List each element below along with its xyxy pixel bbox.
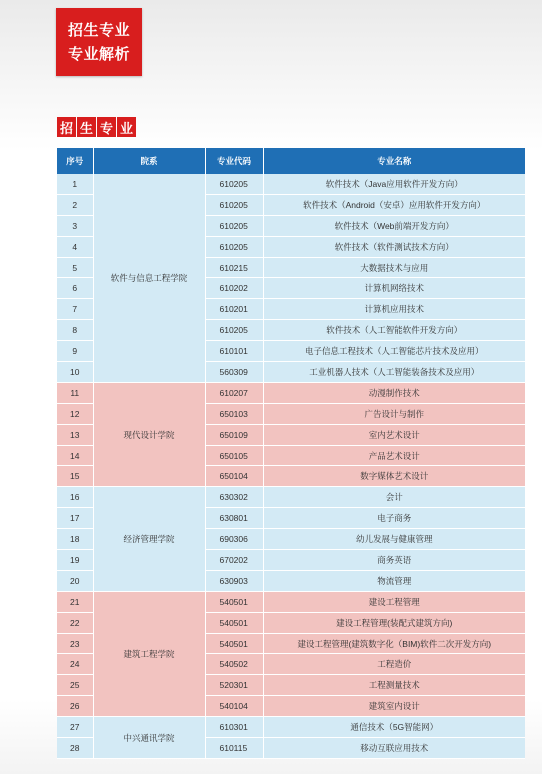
- cell-department: 软件与信息工程学院: [93, 174, 205, 382]
- cell-major-code: 610101: [205, 341, 263, 362]
- cell-major-code: 610201: [205, 299, 263, 320]
- cell-major-name: 电子信息工程技术（人工智能芯片技术及应用）: [263, 341, 525, 362]
- cell-major-name: 动漫制作技术: [263, 382, 525, 403]
- cell-number: 26: [57, 696, 93, 717]
- cell-number: 21: [57, 591, 93, 612]
- cell-major-code: 610205: [205, 194, 263, 215]
- header-title-line1: 招生专业: [67, 21, 130, 39]
- cell-number: 28: [57, 738, 93, 759]
- cell-number: 8: [57, 320, 93, 341]
- cell-number: 2: [57, 194, 93, 215]
- cell-major-name: 工业机器人技术（人工智能装备技术及应用）: [263, 362, 525, 383]
- section-title-char: 生: [77, 117, 96, 137]
- cell-number: 7: [57, 299, 93, 320]
- table-row: [57, 487, 525, 508]
- cell-major-code: 540104: [205, 696, 263, 717]
- table-header-row: [57, 148, 525, 174]
- cell-number: 12: [57, 403, 93, 424]
- cell-major-code: 540501: [205, 633, 263, 654]
- cell-major-name: 通信技术（5G智能网）: [263, 717, 525, 738]
- column-header-number: 序号: [57, 148, 93, 174]
- cell-department: 中兴通讯学院: [93, 717, 205, 759]
- cell-number: 23: [57, 633, 93, 654]
- cell-number: 24: [57, 654, 93, 675]
- cell-number: 16: [57, 487, 93, 508]
- cell-major-name: 软件技术（软件测试技术方向）: [263, 236, 525, 257]
- cell-major-code: 610205: [205, 320, 263, 341]
- majors-table-container: [57, 148, 525, 759]
- cell-major-code: 610215: [205, 257, 263, 278]
- cell-major-code: 610301: [205, 717, 263, 738]
- cell-number: 18: [57, 529, 93, 550]
- cell-major-name: 电子商务: [263, 508, 525, 529]
- cell-major-name: 工程造价: [263, 654, 525, 675]
- cell-major-name: 建设工程管理(装配式建筑方向): [263, 612, 525, 633]
- cell-number: 17: [57, 508, 93, 529]
- cell-number: 27: [57, 717, 93, 738]
- cell-major-code: 670202: [205, 550, 263, 571]
- cell-major-name: 软件技术（Android（安卓）应用软件开发方向）: [263, 194, 525, 215]
- cell-major-name: 建设工程管理(建筑数字化（BIM)软件二次开发方向): [263, 633, 525, 654]
- column-header-department: 院系: [93, 148, 205, 174]
- cell-major-code: 610115: [205, 738, 263, 759]
- cell-major-code: 650109: [205, 424, 263, 445]
- cell-major-code: 610207: [205, 382, 263, 403]
- column-header-code: 专业代码: [205, 148, 263, 174]
- cell-department: 现代设计学院: [93, 382, 205, 486]
- cell-number: 5: [57, 257, 93, 278]
- cell-major-name: 幼儿发展与健康管理: [263, 529, 525, 550]
- cell-number: 19: [57, 550, 93, 571]
- cell-major-name: 产品艺术设计: [263, 445, 525, 466]
- cell-number: 25: [57, 675, 93, 696]
- section-title-char: 招: [57, 117, 76, 137]
- cell-major-name: 软件技术（人工智能软件开发方向）: [263, 320, 525, 341]
- cell-number: 10: [57, 362, 93, 383]
- table-row: [57, 717, 525, 738]
- cell-major-code: 630801: [205, 508, 263, 529]
- cell-major-code: 560309: [205, 362, 263, 383]
- cell-number: 9: [57, 341, 93, 362]
- cell-major-name: 工程测量技术: [263, 675, 525, 696]
- majors-table: [57, 148, 525, 759]
- cell-major-name: 大数据技术与应用: [263, 257, 525, 278]
- page-header-block: [56, 8, 142, 76]
- cell-major-code: 610202: [205, 278, 263, 299]
- cell-major-name: 软件技术（Web前端开发方向）: [263, 215, 525, 236]
- cell-major-name: 商务英语: [263, 550, 525, 571]
- cell-major-code: 540501: [205, 591, 263, 612]
- cell-major-name: 物流管理: [263, 570, 525, 591]
- cell-number: 6: [57, 278, 93, 299]
- cell-department: 建筑工程学院: [93, 591, 205, 716]
- cell-major-name: 会计: [263, 487, 525, 508]
- cell-number: 14: [57, 445, 93, 466]
- cell-major-code: 540502: [205, 654, 263, 675]
- cell-number: 11: [57, 382, 93, 403]
- cell-major-code: 690306: [205, 529, 263, 550]
- cell-major-name: 建筑室内设计: [263, 696, 525, 717]
- cell-major-code: 610205: [205, 215, 263, 236]
- cell-major-code: 540501: [205, 612, 263, 633]
- cell-major-code: 520301: [205, 675, 263, 696]
- cell-major-code: 630302: [205, 487, 263, 508]
- cell-major-name: 移动互联应用技术: [263, 738, 525, 759]
- cell-major-code: 650104: [205, 466, 263, 487]
- cell-department: 经济管理学院: [93, 487, 205, 591]
- table-row: [57, 174, 525, 194]
- table-row: [57, 591, 525, 612]
- cell-major-code: 610205: [205, 236, 263, 257]
- section-title-char: 专: [97, 117, 116, 137]
- cell-number: 1: [57, 174, 93, 194]
- cell-number: 4: [57, 236, 93, 257]
- cell-major-name: 软件技术（Java应用软件开发方向）: [263, 174, 525, 194]
- column-header-major-name: 专业名称: [263, 148, 525, 174]
- cell-major-name: 数字媒体艺术设计: [263, 466, 525, 487]
- cell-number: 3: [57, 215, 93, 236]
- cell-number: 22: [57, 612, 93, 633]
- cell-major-name: 广告设计与制作: [263, 403, 525, 424]
- cell-major-code: 650105: [205, 445, 263, 466]
- cell-major-name: 室内艺术设计: [263, 424, 525, 445]
- cell-number: 15: [57, 466, 93, 487]
- cell-number: 20: [57, 570, 93, 591]
- section-title-char: 业: [117, 117, 136, 137]
- table-body: [57, 174, 525, 758]
- cell-number: 13: [57, 424, 93, 445]
- table-row: [57, 382, 525, 403]
- cell-major-code: 650103: [205, 403, 263, 424]
- header-title-line2: 专业解析: [67, 45, 130, 63]
- cell-major-name: 计算机应用技术: [263, 299, 525, 320]
- cell-major-code: 630903: [205, 570, 263, 591]
- cell-major-code: 610205: [205, 174, 263, 194]
- cell-major-name: 计算机网络技术: [263, 278, 525, 299]
- cell-major-name: 建设工程管理: [263, 591, 525, 612]
- section-title: [57, 117, 137, 137]
